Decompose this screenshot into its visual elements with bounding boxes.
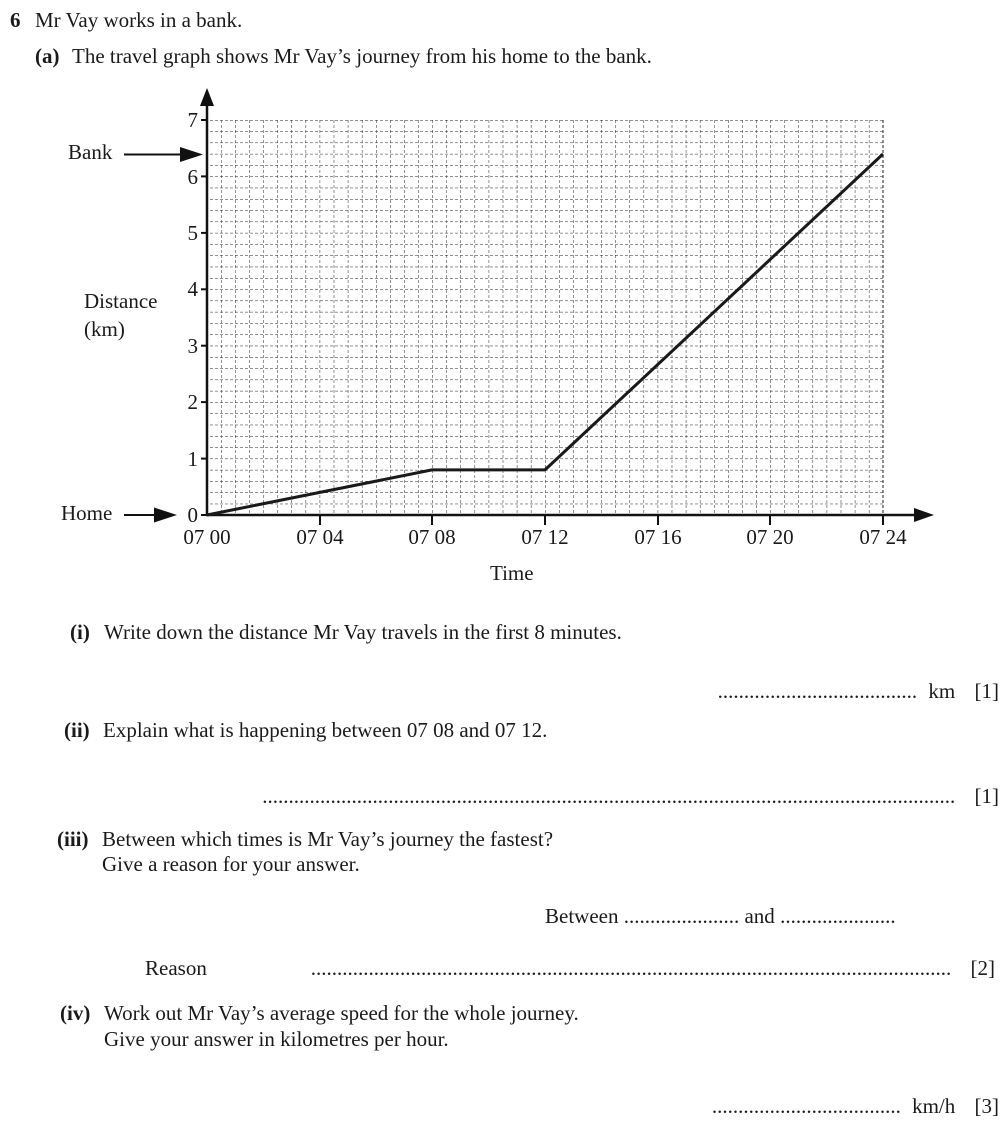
x-tick-label: 07 24 [859, 525, 907, 549]
part-i-label: (i) [70, 620, 90, 644]
marks: [3] [974, 1094, 999, 1118]
question-intro: Mr Vay works in a bank. [35, 8, 243, 32]
part-iv-text-1: Work out Mr Vay’s average speed for the whole journey. [104, 1001, 579, 1025]
y-tick-label: 1 [187, 447, 198, 471]
part-i-text: Write down the distance Mr Vay travels in the first 8 minutes. [104, 620, 622, 644]
marks: [1] [974, 784, 999, 808]
y-axis-arrow-icon [200, 88, 214, 106]
x-tick-label: 07 12 [521, 525, 569, 549]
part-iv-label: (iv) [60, 1001, 91, 1025]
part-iii-text-2: Give a reason for your answer. [102, 852, 360, 876]
between-answer-line[interactable] [545, 904, 896, 929]
home-annotation [61, 501, 177, 525]
answer-dots[interactable]: ...................................... [717, 679, 918, 703]
part-ii-label: (ii) [64, 718, 90, 742]
between-dots-end[interactable]: ...................... [780, 904, 896, 928]
home-arrow-icon [154, 508, 177, 523]
y-axis-label-line2: (km) [84, 317, 125, 341]
x-tick-label: 07 08 [408, 525, 456, 549]
reason-label: Reason [145, 956, 207, 980]
answer-dots[interactable]: .................................................................................................................................... [262, 784, 956, 808]
reason-dots[interactable]: .......................................................................................................................... [310, 956, 952, 980]
y-tick-label: 2 [187, 390, 198, 414]
graph-grid [207, 120, 883, 515]
x-tick-label: 07 00 [183, 525, 231, 549]
home-label: Home [61, 501, 113, 525]
x-tick-label: 07 20 [746, 525, 794, 549]
part-iii-label: (iii) [57, 827, 89, 851]
part-a-label: (a) [35, 44, 60, 68]
y-tick-label: 0 [187, 503, 198, 527]
unit-kmh: km/h [912, 1094, 956, 1118]
x-tick-label: 07 04 [296, 525, 344, 549]
bank-arrow-icon [180, 147, 203, 162]
x-tick-label: 07 16 [634, 525, 682, 549]
reason-answer-line[interactable] [311, 956, 995, 981]
between-dots-start[interactable]: ...................... [623, 904, 740, 928]
between-label: Between [545, 904, 619, 928]
part-iv-text-2: Give your answer in kilometres per hour. [104, 1027, 449, 1051]
answer-dots[interactable]: .................................... [711, 1094, 901, 1118]
x-axis-label: Time [490, 561, 534, 585]
marks: [1] [974, 679, 999, 703]
part-a-text: The travel graph shows Mr Vay’s journey from his home to the bank. [72, 44, 652, 68]
question-number: 6 [10, 8, 21, 32]
y-tick-label: 6 [187, 165, 198, 189]
part-i-answer-line[interactable] [718, 679, 999, 704]
part-iv-answer-line[interactable] [712, 1094, 999, 1119]
y-tick-label: 7 [187, 108, 198, 132]
part-iii-text-1: Between which times is Mr Vay’s journey the fastest? [102, 827, 554, 851]
marks: [2] [970, 956, 995, 980]
y-tick-label: 3 [187, 334, 198, 358]
x-ticks [320, 515, 883, 525]
x-tick-labels [183, 525, 907, 549]
bank-label: Bank [68, 140, 113, 164]
unit-km: km [928, 679, 956, 703]
part-ii-text: Explain what is happening between 07 08 and 07 12. [103, 718, 548, 742]
y-tick-labels [188, 108, 199, 527]
x-axis-arrow-icon [914, 508, 934, 522]
y-axis-label-line1: Distance [84, 289, 158, 313]
bank-annotation [68, 140, 203, 164]
y-tick-label: 4 [187, 277, 198, 301]
y-tick-label: 5 [187, 221, 198, 245]
part-ii-answer-line[interactable] [262, 784, 999, 809]
and-label: and [744, 904, 775, 928]
